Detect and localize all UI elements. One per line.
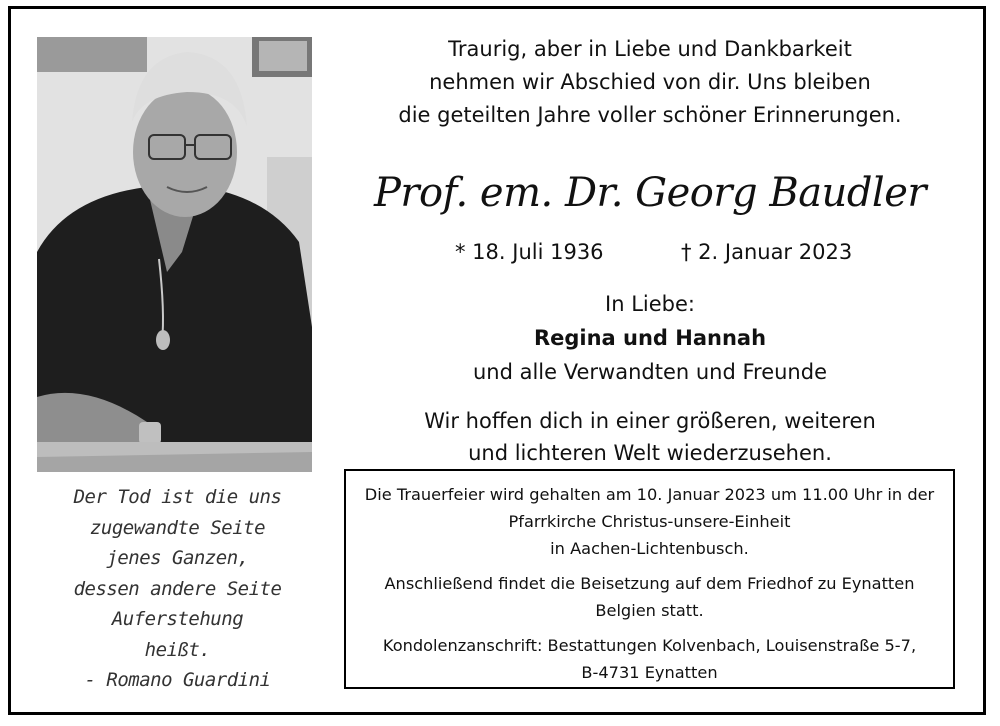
intro-line: nehmen wir Abschied von dir. Uns bleiben [429, 70, 871, 94]
intro-line: die geteilten Jahre voller schöner Erinnerungen. [398, 103, 902, 127]
burial-line: Belgien statt. [595, 601, 704, 620]
deceased-name: Prof. em. Dr. Georg Baudler [373, 170, 927, 216]
intro-text [345, 33, 955, 132]
condolence-line: Kondolenzanschrift: Bestattungen Kolvenbach, Louisenstraße 5-7, [382, 636, 917, 655]
quote-line: Auferstehung [111, 608, 244, 630]
quote-line: heißt. [144, 638, 211, 661]
quote-author: - Romano Guardini [84, 669, 271, 691]
mourners [345, 287, 955, 389]
guardini-quote [40, 482, 315, 696]
mourners-others: und alle Verwandten und Freunde [472, 360, 827, 384]
hope-line: Wir hoffen dich in einer größeren, weiteren [424, 409, 876, 433]
hope-text [345, 405, 955, 469]
portrait-photo [37, 37, 312, 472]
funeral-info-box [344, 469, 955, 689]
ceremony-line: Pfarrkirche Christus-unsere-Einheit [508, 512, 791, 531]
intro-line: Traurig, aber in Liebe und Dankbarkeit [448, 37, 852, 61]
mourners-names: Regina und Hannah [533, 326, 767, 350]
condolence-line: B-4731 Eynatten [581, 663, 718, 682]
burial-line: Anschließend findet die Beisetzung auf dem Friedhof zu Eynatten [384, 574, 915, 593]
mourners-label: In Liebe: [605, 292, 695, 316]
death-date: † 2. Januar 2023 [681, 240, 853, 264]
ceremony-line: in Aachen-Lichtenbusch. [550, 539, 749, 558]
quote-line: Der Tod ist die uns [73, 486, 282, 508]
hope-line: und lichteren Welt wiederzusehen. [468, 441, 832, 465]
quote-line: dessen andere Seite [73, 577, 282, 600]
ceremony-line: Die Trauerfeier wird gehalten am 10. Januar 2023 um 11.00 Uhr in der [364, 485, 935, 504]
quote-line: zugewandte Seite [89, 516, 266, 539]
quote-line: jenes Ganzen, [106, 547, 249, 569]
birth-date: * 18. Juli 1936 [455, 240, 604, 264]
